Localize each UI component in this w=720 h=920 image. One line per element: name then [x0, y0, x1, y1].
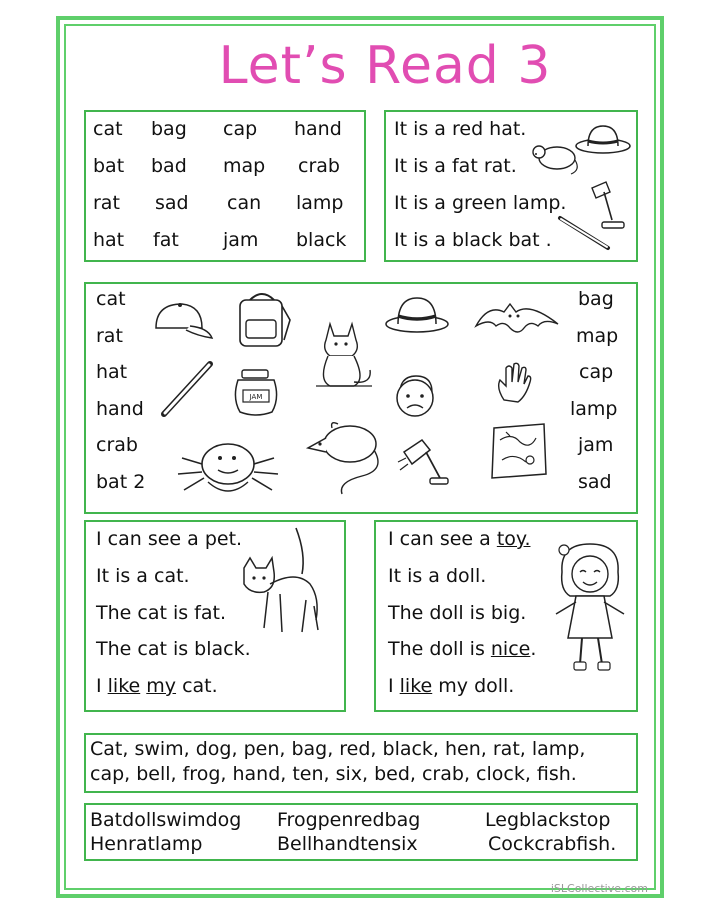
- word: rat: [93, 192, 120, 214]
- doll-icon: [550, 540, 630, 680]
- rat-icon: [525, 140, 581, 176]
- story-text: I: [388, 675, 400, 697]
- bat-club-icon: [556, 214, 612, 254]
- hat-icon: [574, 120, 632, 158]
- underlined-word: my: [146, 675, 177, 697]
- sentence: It is a black bat .: [394, 229, 552, 251]
- word-search-item: Frogpenredbag: [277, 809, 421, 831]
- story-line: [96, 677, 218, 696]
- word-search-item: Batdollswimdog: [90, 809, 242, 831]
- word: fat: [153, 229, 179, 251]
- hand-icon: [492, 360, 536, 404]
- word-list-line: Cat, swim, dog, pen, bag, red, black, hen, rat, lamp,: [90, 738, 586, 760]
- word: hand: [294, 118, 342, 140]
- desk-lamp-icon: [396, 436, 452, 492]
- jam-label: JAM: [249, 393, 263, 401]
- underlined-word: like: [107, 675, 141, 697]
- word: crab: [298, 155, 340, 177]
- crab-icon: [172, 428, 284, 502]
- match-left-word: bat 2: [96, 471, 146, 493]
- underlined-word: toy.: [496, 528, 531, 550]
- story-line: [388, 530, 530, 549]
- story-text: .: [530, 638, 537, 660]
- page-title: Let’s Read 3: [218, 36, 552, 96]
- story-text: my doll.: [432, 675, 515, 697]
- sentence: It is a red hat.: [394, 118, 527, 140]
- word: bag: [151, 118, 187, 140]
- underlined-word: like: [399, 675, 433, 697]
- word-search-item: Henratlamp: [90, 833, 203, 855]
- cat-walking-icon: [236, 524, 328, 640]
- word: map: [223, 155, 266, 177]
- match-right-word: cap: [579, 361, 614, 383]
- story-line: [388, 640, 536, 659]
- story-text: I: [96, 675, 108, 697]
- story-text: I can see a: [388, 528, 497, 550]
- word: cat: [93, 118, 123, 140]
- story-line: [388, 677, 514, 696]
- word: sad: [155, 192, 189, 214]
- sentence: It is a fat rat.: [394, 155, 517, 177]
- word-list-line: cap, bell, frog, hand, ten, six, bed, crab, clock, fish.: [90, 763, 577, 785]
- match-right-word: map: [576, 325, 619, 347]
- word: bad: [151, 155, 187, 177]
- word: black: [296, 229, 347, 251]
- backpack-icon: [232, 290, 294, 352]
- cat-sitting-icon: [312, 320, 374, 392]
- bat-animal-icon: [474, 296, 560, 340]
- sentence: It is a green lamp.: [394, 192, 567, 214]
- match-left-word: hand: [96, 398, 144, 420]
- match-right-word: jam: [578, 434, 614, 456]
- rat-large-icon: [302, 418, 386, 496]
- word-search-item: Cockcrabfish.: [488, 833, 617, 855]
- story-line: It is a doll.: [388, 565, 487, 587]
- cap-icon: [150, 298, 214, 344]
- story-text: The doll is: [388, 638, 491, 660]
- map-icon: [486, 420, 552, 482]
- story-line: It is a cat.: [96, 565, 190, 587]
- story-line: The doll is big.: [388, 602, 527, 624]
- word: can: [227, 192, 262, 214]
- underlined-word: nice: [490, 638, 531, 660]
- jam-jar-icon: [230, 368, 282, 418]
- story-line: The cat is fat.: [96, 602, 226, 624]
- word: lamp: [296, 192, 344, 214]
- baseball-bat-icon: [160, 358, 216, 418]
- story-line: The cat is black.: [96, 638, 251, 660]
- match-left-word: rat: [96, 325, 123, 347]
- word: jam: [223, 229, 259, 251]
- word: cap: [223, 118, 258, 140]
- match-left-word: hat: [96, 361, 128, 383]
- watermark: iSLCollective.com: [550, 882, 648, 895]
- word-search-item: Bellhandtensix: [277, 833, 418, 855]
- sad-face-icon: [392, 372, 438, 422]
- match-right-word: sad: [578, 471, 612, 493]
- match-right-word: bag: [578, 288, 614, 310]
- word: bat: [93, 155, 125, 177]
- story-line: I can see a pet.: [96, 528, 243, 550]
- word: hat: [93, 229, 125, 251]
- match-left-word: cat: [96, 288, 126, 310]
- match-right-word: lamp: [570, 398, 618, 420]
- bowler-hat-icon: [384, 292, 450, 336]
- story-text: cat.: [176, 675, 218, 697]
- word-search-item: Legblackstop: [485, 809, 611, 831]
- match-left-word: crab: [96, 434, 138, 456]
